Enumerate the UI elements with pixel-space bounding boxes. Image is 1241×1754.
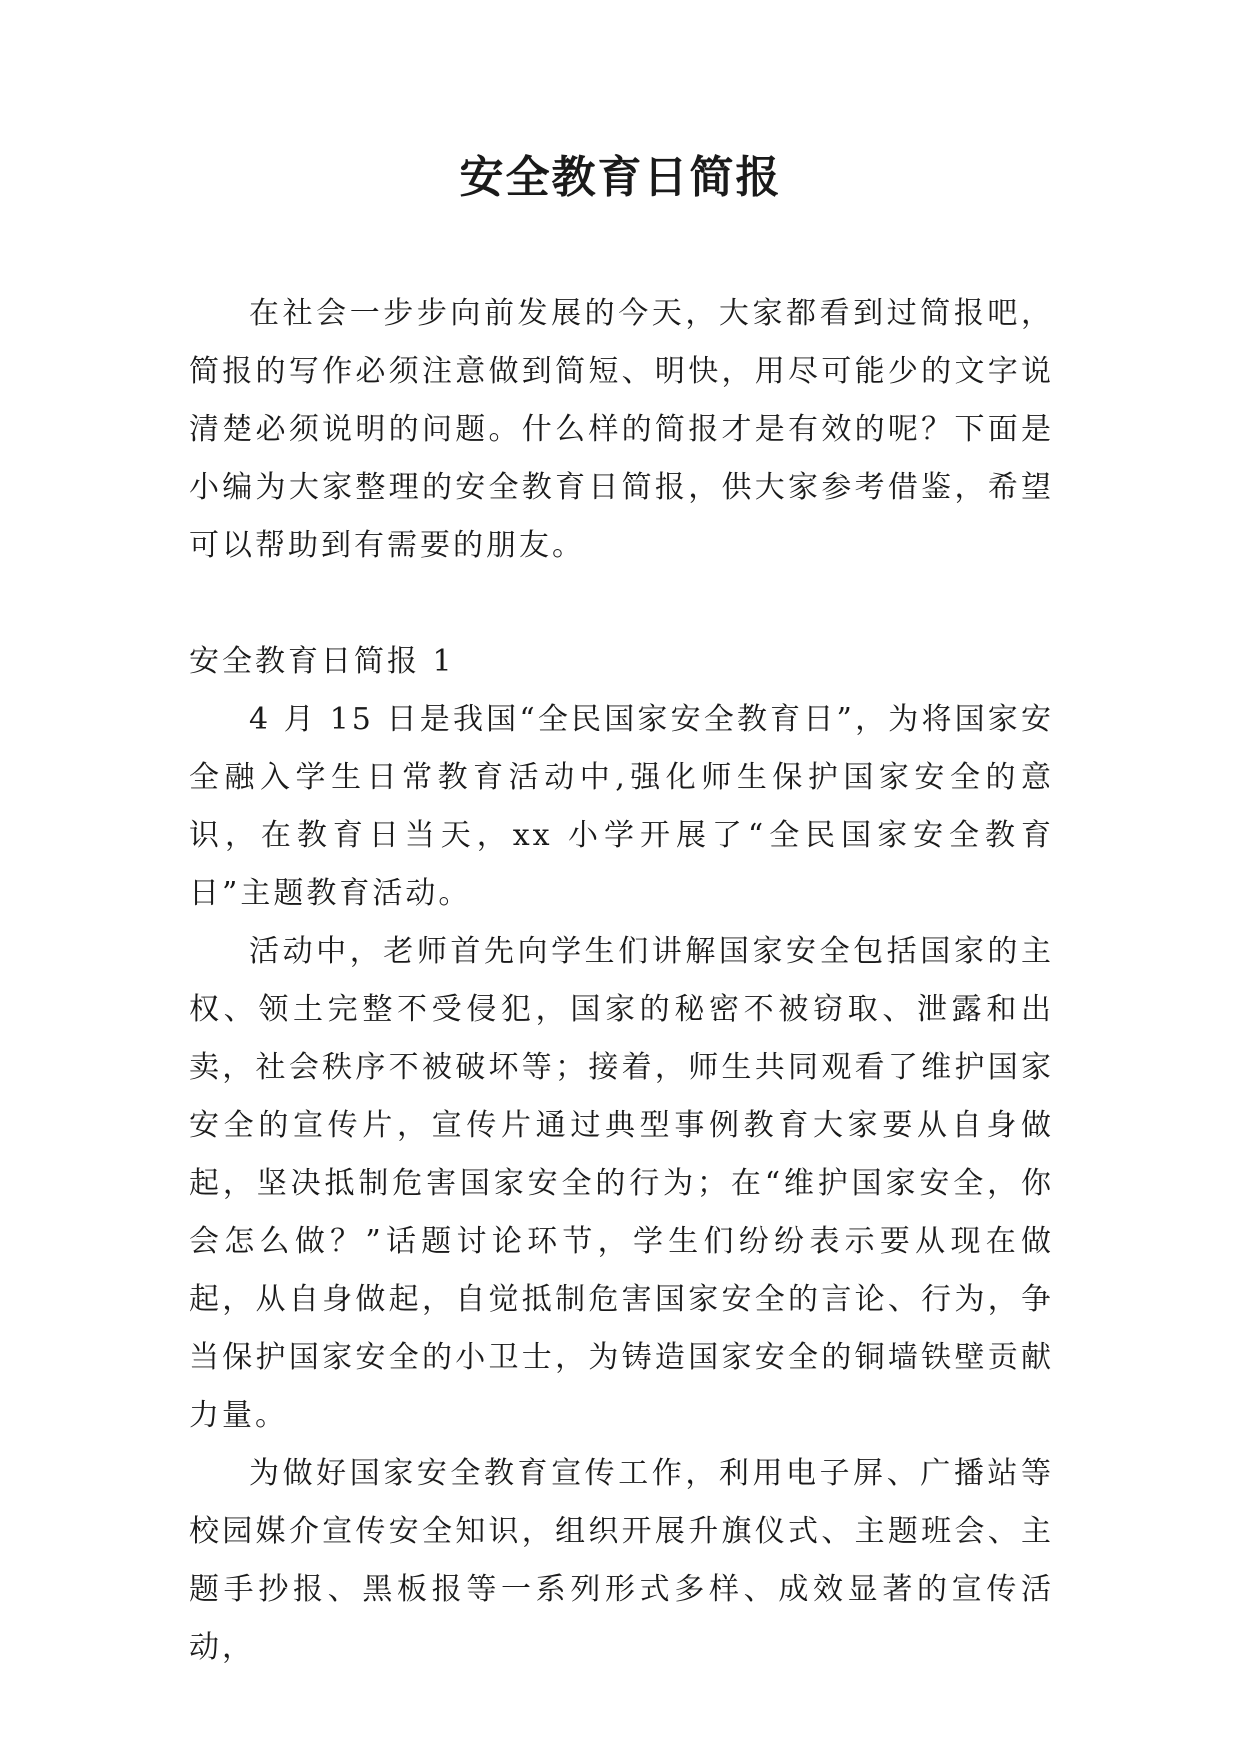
body-paragraph-2: 活动中，老师首先向学生们讲解国家安全包括国家的主权、领土完整不受侵犯，国家的秘密不被窃取、泄露和出卖，社会秩序不被破坏等；接着，师生共同观看了维护国家安全的宣传片，宣传片通过典型事例教育大家要从自身做起，坚决抵制危害国家安全的行为；在“维护国家安全，你会怎么做？”话题讨论环节，学生们纷纷表示要从现在做起，从自身做起，自觉抵制危害国家安全的言论、行为，争当保护国家安全的小卫士，为铸造国家安全的铜墙铁壁贡献力量。 bbox=[189, 934, 1054, 1433]
document-body bbox=[189, 285, 1054, 1677]
intro-paragraph: 在社会一步步向前发展的今天，大家都看到过简报吧，简报的写作必须注意做到简短、明快，用尽可能少的文字说清楚必须说明的问题。什么样的简报才是有效的呢？下面是小编为大家整理的安全教育日简报，供大家参考借鉴，希望可以帮助到有需要的朋友。 bbox=[189, 296, 1054, 563]
section-heading: 安全教育日简报 1 bbox=[189, 644, 455, 679]
body-paragraph-1: 4 月 15 日是我国“全民国家安全教育日”，为将国家安全融入学生日常教育活动中,强化师生保护国家安全的意识，在教育日当天，xx 小学开展了“全民国家安全教育日”主题教育活动。 bbox=[189, 702, 1054, 911]
paragraph-spacer bbox=[189, 575, 1054, 633]
document-title: 安全教育日简报 bbox=[459, 152, 782, 203]
body-paragraph-3: 为做好国家安全教育宣传工作，利用电子屏、广播站等校园媒介宣传安全知识，组织开展升旗仪式、主题班会、主题手抄报、黑板报等一系列形式多样、成效显著的宣传活动， bbox=[189, 1456, 1054, 1665]
